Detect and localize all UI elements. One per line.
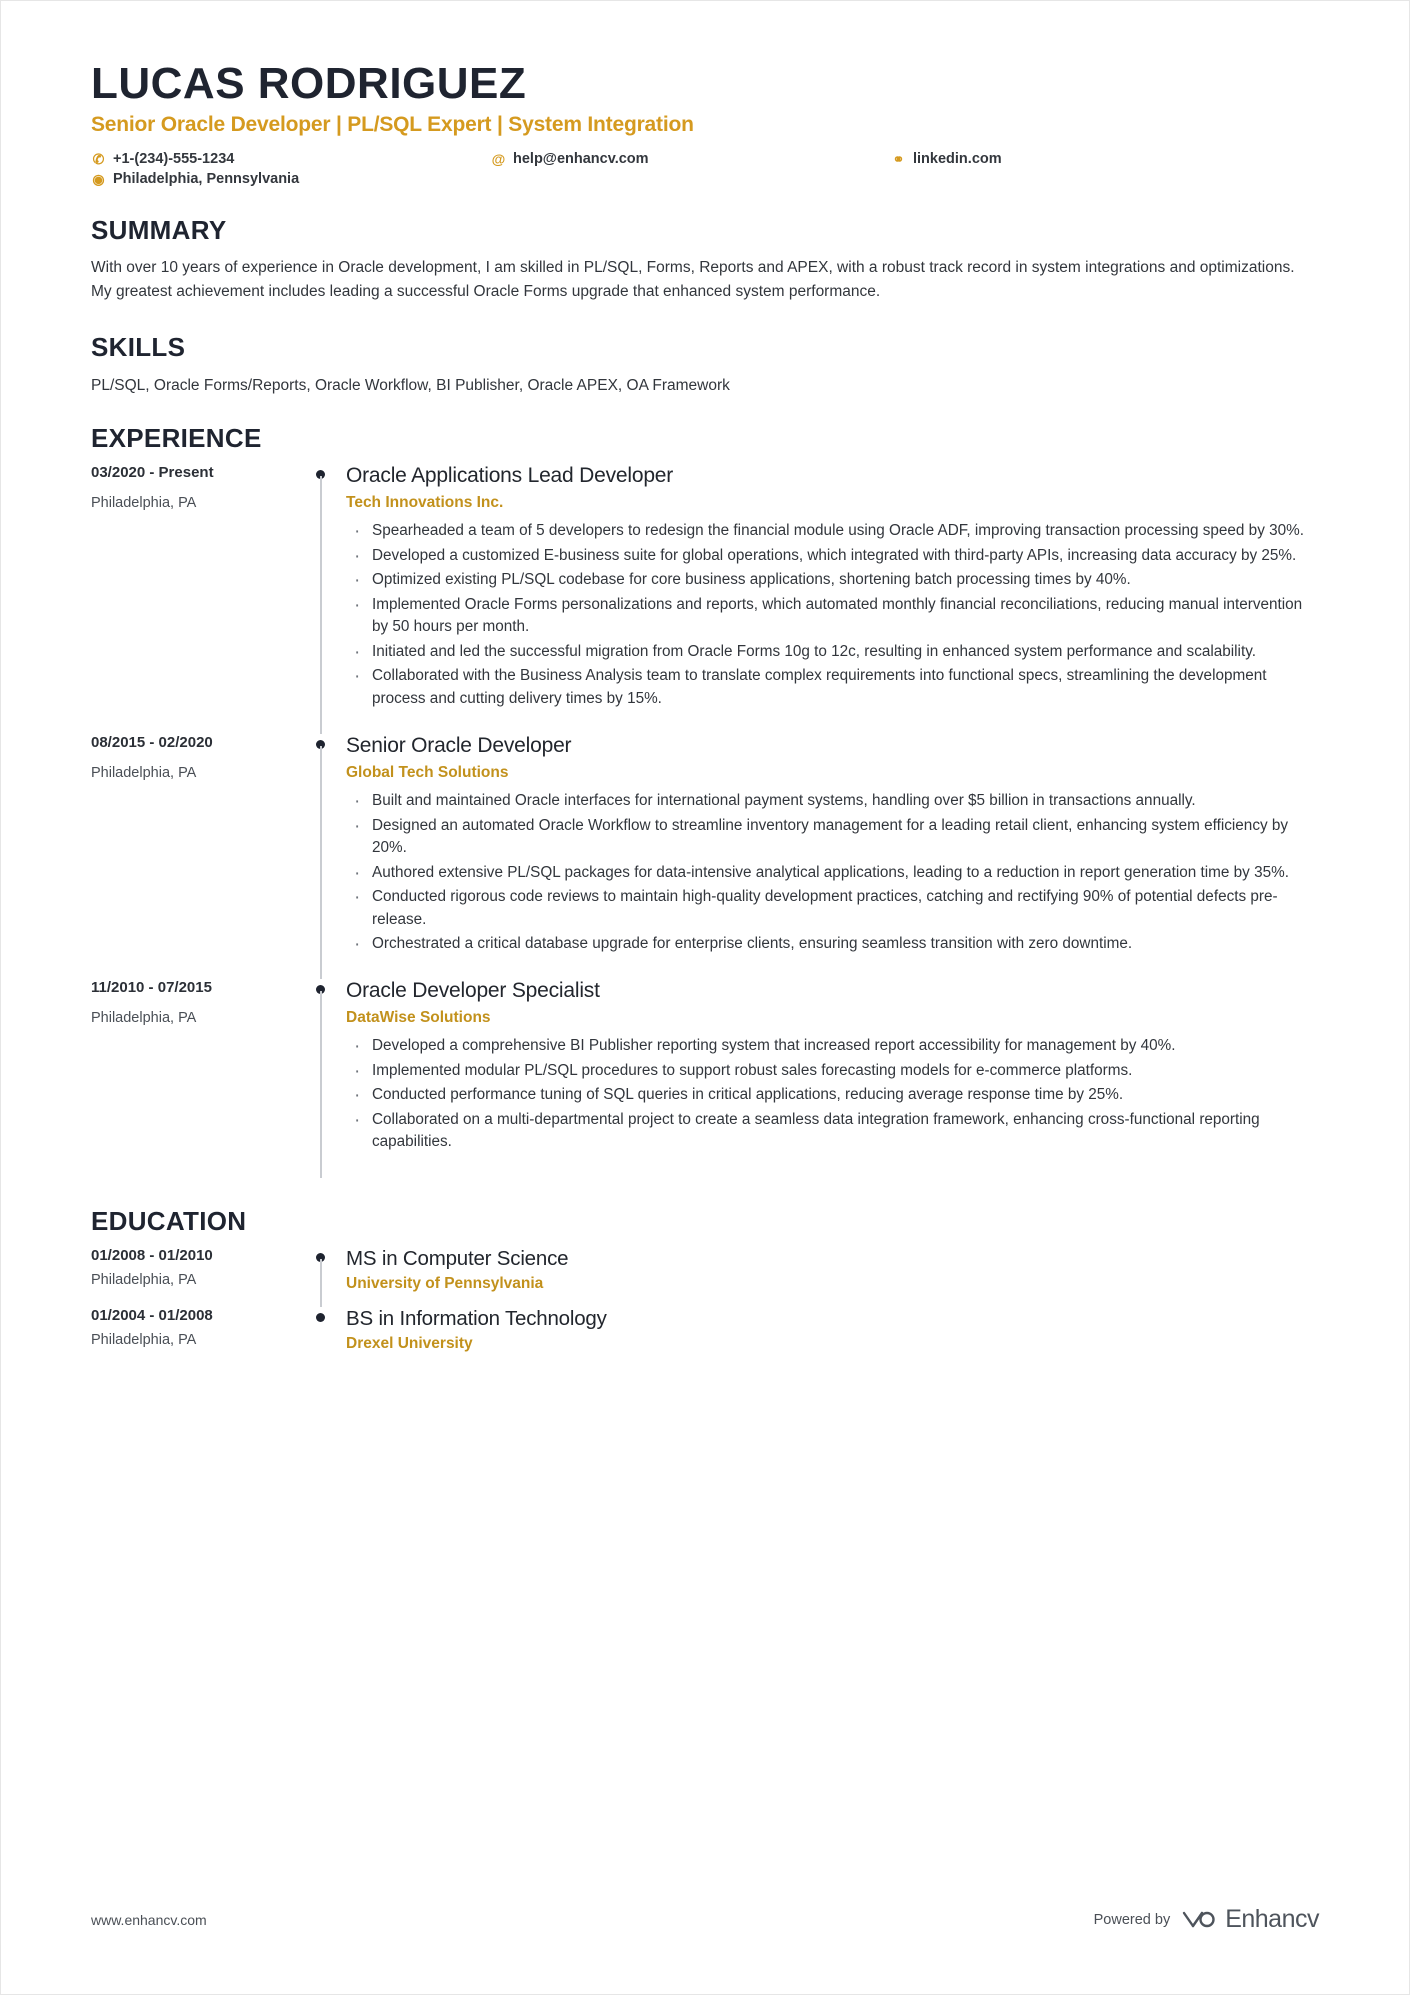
skills-list: PL/SQL, Oracle Forms/Reports, Oracle Workflow, BI Publisher, Oracle APEX, OA Framework bbox=[91, 377, 730, 395]
experience-role: Senior Oracle Developer bbox=[346, 734, 572, 758]
list-item: · Conducted performance tuning of SQL queries in critical applications, reducing average response time by 25%. bbox=[346, 1084, 1319, 1106]
experience-company: Global Tech Solutions bbox=[346, 764, 509, 782]
timeline-rail bbox=[306, 1247, 336, 1307]
contact-location-text: Philadelphia, Pennsylvania bbox=[113, 171, 300, 188]
experience-body bbox=[336, 734, 1319, 979]
experience-bullets bbox=[346, 520, 1319, 710]
experience-location: Philadelphia, PA bbox=[91, 765, 197, 782]
brand-lockup bbox=[1182, 1905, 1319, 1934]
link-icon: ⚭ bbox=[892, 151, 905, 168]
experience-bullets bbox=[346, 790, 1319, 955]
candidate-name: LUCAS RODRIGUEZ bbox=[91, 59, 527, 108]
brand-name: Enhancv bbox=[1225, 1905, 1319, 1933]
experience-location: Philadelphia, PA bbox=[91, 1010, 197, 1027]
experience-meta bbox=[91, 734, 306, 979]
education-location: Philadelphia, PA bbox=[91, 1331, 197, 1348]
education-body bbox=[336, 1247, 1319, 1307]
timeline-line bbox=[320, 1259, 322, 1307]
education-section-title: EDUCATION bbox=[91, 1205, 247, 1236]
location-icon: ◉ bbox=[92, 171, 105, 188]
contact-email-text: help@enhancv.com bbox=[513, 151, 649, 168]
contact-phone bbox=[91, 151, 491, 167]
experience-date: 08/2015 - 02/2020 bbox=[91, 734, 213, 752]
timeline-line bbox=[320, 746, 322, 979]
list-item: · Developed a comprehensive BI Publisher reporting system that increased report accessibility for management by 40%. bbox=[346, 1035, 1319, 1057]
list-item: · Developed a customized E-business suite for global operations, which integrated with third-party APIs, increasing data accuracy by 25%. bbox=[346, 545, 1319, 567]
page-footer bbox=[91, 1905, 1319, 1934]
list-item: · Implemented modular PL/SQL procedures to support robust sales forecasting models for e-commerce platforms. bbox=[346, 1060, 1319, 1082]
education-section bbox=[91, 1206, 1319, 1367]
education-school: University of Pennsylvania bbox=[346, 1274, 544, 1292]
list-item: · Designed an automated Oracle Workflow to streamline inventory management for a leading retail client, enhancing system efficiency by 20%. bbox=[346, 815, 1319, 860]
list-item: · Built and maintained Oracle interfaces for international payment systems, handling over $5 billion in transactions annually. bbox=[346, 790, 1319, 812]
education-date: 01/2008 - 01/2010 bbox=[91, 1246, 213, 1264]
experience-meta bbox=[91, 464, 306, 734]
timeline-rail bbox=[306, 1307, 336, 1367]
experience-role: Oracle Applications Lead Developer bbox=[346, 464, 674, 488]
experience-meta bbox=[91, 979, 306, 1177]
education-date: 01/2004 - 01/2008 bbox=[91, 1306, 213, 1324]
timeline-line bbox=[320, 991, 322, 1177]
education-meta bbox=[91, 1307, 306, 1367]
phone-icon: ✆ bbox=[92, 151, 105, 168]
contact-email[interactable] bbox=[491, 151, 891, 167]
experience-location: Philadelphia, PA bbox=[91, 495, 197, 512]
contact-linkedin[interactable] bbox=[891, 151, 1191, 167]
contact-row-primary bbox=[91, 151, 1319, 167]
resume-header bbox=[91, 61, 1319, 187]
enhancv-logo-icon bbox=[1182, 1907, 1216, 1933]
education-degree: BS in Information Technology bbox=[346, 1306, 607, 1330]
footer-branding bbox=[1094, 1905, 1319, 1934]
skills-section-title: SKILLS bbox=[91, 332, 186, 363]
education-entry bbox=[91, 1247, 1319, 1307]
experience-role: Oracle Developer Specialist bbox=[346, 979, 600, 1003]
list-item: · Orchestrated a critical database upgrade for enterprise clients, ensuring seamless transition with zero downtime. bbox=[346, 933, 1319, 955]
summary-section bbox=[91, 215, 1319, 304]
experience-date: 11/2010 - 07/2015 bbox=[91, 979, 212, 997]
list-item: · Collaborated with the Business Analysis team to translate complex requirements into functional specs, streamlining the development process and cutting delivery times by 15%. bbox=[346, 665, 1319, 710]
timeline-rail bbox=[306, 464, 336, 734]
experience-entry bbox=[91, 464, 1319, 734]
list-item: · Optimized existing PL/SQL codebase for core business applications, shortening batch processing times by 40%. bbox=[346, 569, 1319, 591]
contact-location bbox=[91, 171, 491, 187]
skills-section bbox=[91, 332, 1319, 395]
experience-section-title: EXPERIENCE bbox=[91, 423, 262, 454]
experience-date: 03/2020 - Present bbox=[91, 464, 214, 482]
powered-by-label: Powered by bbox=[1093, 1911, 1171, 1928]
experience-body bbox=[336, 979, 1319, 1177]
footer-url[interactable]: www.enhancv.com bbox=[91, 1911, 207, 1928]
education-body bbox=[336, 1307, 1319, 1367]
timeline-rail bbox=[306, 734, 336, 979]
contact-linkedin-text: linkedin.com bbox=[913, 151, 1002, 168]
list-item: · Implemented Oracle Forms personalizations and reports, which automated monthly financial reconciliations, reducing manual intervention by 50 hours per month. bbox=[346, 594, 1319, 639]
education-location: Philadelphia, PA bbox=[91, 1271, 197, 1288]
experience-entry bbox=[91, 734, 1319, 979]
experience-entry bbox=[91, 979, 1319, 1177]
timeline-rail bbox=[306, 979, 336, 1177]
experience-company: Tech Innovations Inc. bbox=[346, 494, 504, 512]
experience-bullets bbox=[346, 1035, 1319, 1153]
list-item: · Initiated and led the successful migration from Oracle Forms 10g to 12c, resulting in enhanced system performance and scalability. bbox=[346, 641, 1319, 663]
list-item: · Conducted rigorous code reviews to maintain high-quality development practices, catching and rectifying 90% of potential defects pre-release. bbox=[346, 886, 1319, 931]
summary-text: With over 10 years of experience in Oracle development, I am skilled in PL/SQL, Forms, Reports and APEX, with a robust track record in system integrations and optimizations. My greatest achievement includes leading a successful Oracle Forms upgrade that enhanced system performance. bbox=[91, 259, 1295, 301]
education-meta bbox=[91, 1247, 306, 1307]
education-entry bbox=[91, 1307, 1319, 1367]
list-item: · Authored extensive PL/SQL packages for data-intensive analytical applications, leading to a reduction in report generation time by 35%. bbox=[346, 862, 1319, 884]
timeline-line bbox=[320, 476, 322, 734]
contact-row-secondary bbox=[91, 171, 1319, 187]
candidate-headline: Senior Oracle Developer | PL/SQL Expert | System Integration bbox=[91, 113, 694, 137]
experience-section bbox=[91, 423, 1319, 1178]
experience-company: DataWise Solutions bbox=[346, 1009, 491, 1027]
email-icon: @ bbox=[491, 151, 506, 168]
list-item: · Spearheaded a team of 5 developers to redesign the financial module using Oracle ADF, improving transaction processing speed by 30%. bbox=[346, 520, 1319, 542]
list-item: · Collaborated on a multi-departmental project to create a seamless data integration framework, enhancing cross-functional reporting capabilities. bbox=[346, 1109, 1319, 1154]
experience-body bbox=[336, 464, 1319, 734]
education-degree: MS in Computer Science bbox=[346, 1246, 569, 1270]
education-school: Drexel University bbox=[346, 1334, 473, 1352]
summary-section-title: SUMMARY bbox=[91, 215, 227, 246]
timeline-dot bbox=[316, 1313, 325, 1322]
contact-phone-text: +1-(234)-555-1234 bbox=[113, 151, 235, 168]
